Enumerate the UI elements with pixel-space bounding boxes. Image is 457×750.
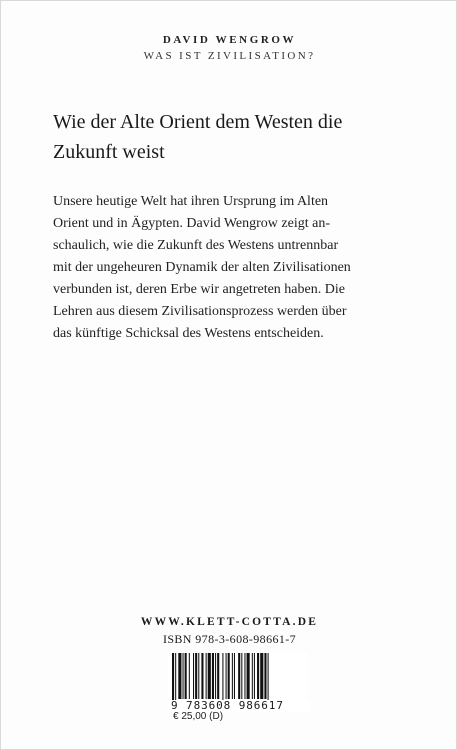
- barcode-bar: [238, 653, 240, 699]
- barcode-bar: [217, 653, 219, 699]
- barcode-bar: [241, 653, 242, 699]
- blurb-line: mit der ungeheuren Dynamik der alten Zivilisationen: [53, 260, 351, 275]
- barcode-bar: [257, 653, 259, 699]
- blurb-line: Lehren aus diesem Zivilisationsprozess werden über: [53, 304, 347, 319]
- barcode-bar: [198, 653, 199, 699]
- blurb-headline: [53, 107, 413, 167]
- author-name: DAVID WENGROW: [162, 34, 297, 46]
- barcode-bar: [206, 653, 207, 699]
- barcode-bar: [222, 653, 223, 703]
- publisher-website: WWW.KLETT-COTTA.DE: [140, 616, 319, 628]
- barcode-bar: [268, 653, 269, 703]
- barcode-bar: [175, 653, 176, 703]
- barcode: [168, 653, 308, 713]
- book-title: WAS IST ZIVILISATION?: [143, 50, 316, 62]
- barcode-digits: 9 783608 986617: [168, 700, 311, 712]
- barcode-bar: [201, 653, 203, 699]
- barcode-bar: [228, 653, 230, 699]
- barcode-bar: [212, 653, 214, 699]
- barcode-bar: [193, 653, 194, 699]
- cover-header: [1, 32, 457, 64]
- barcode-bar: [185, 653, 187, 699]
- barcode-bar: [172, 653, 174, 703]
- barcode-bar: [264, 653, 266, 699]
- barcode-bar: [183, 653, 184, 699]
- blurb-line: Unsere heutige Welt hat ihren Ursprung im Alten: [53, 194, 329, 209]
- barcode-bar: [226, 653, 227, 699]
- headline-line-1: Wie der Alte Orient dem Westen die: [53, 111, 343, 133]
- blurb-line: verbunden ist, deren Erbe wir angetreten haben. Die: [53, 282, 345, 297]
- blurb-line: schaulich, wie die Zukunft des Westens untrennbar: [53, 238, 339, 253]
- barcode-bar: [234, 653, 235, 699]
- barcode-bar: [252, 653, 253, 699]
- barcode-bar: [244, 653, 245, 699]
- barcode-bar: [189, 653, 190, 699]
- barcode-bar: [260, 653, 263, 699]
- price-label: € 25,00 (D): [173, 711, 224, 722]
- publisher-footer: [1, 614, 457, 648]
- isbn-number: ISBN 978-3-608-98661-7: [162, 632, 297, 646]
- barcode-bars: [168, 653, 308, 705]
- barcode-bar: [208, 653, 211, 699]
- barcode-bar: [215, 653, 216, 699]
- barcode-bar: [232, 653, 233, 699]
- barcode-bar: [247, 653, 250, 699]
- blurb-line: Orient und in Ägypten. David Wengrow zeigt an-: [53, 216, 330, 231]
- barcode-bar: [254, 653, 255, 699]
- barcode-bar: [178, 653, 181, 699]
- blurb-text: [53, 191, 413, 345]
- headline-line-2: Zukunft weist: [53, 141, 165, 163]
- blurb-line: das künftige Schicksal des Westens entscheiden.: [53, 326, 324, 341]
- barcode-bar: [195, 653, 197, 699]
